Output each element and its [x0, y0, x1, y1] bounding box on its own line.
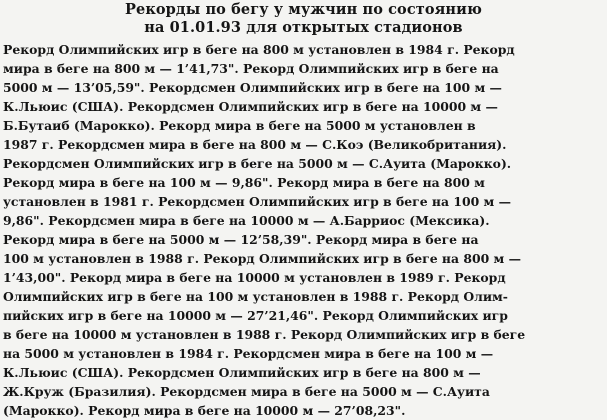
body-line: Рекорд Олимпийских игр в беге на 800 м установлен в 1984 г. Рекорд	[3, 42, 515, 57]
body-line: 100 м установлен в 1988 г. Рекорд Олимпийских игр в беге на 800 м —	[3, 251, 521, 266]
body-line: на 5000 м установлен в 1984 г. Рекордсмен мира в беге на 100 м —	[3, 346, 494, 361]
body-line: Ж.Круж (Бразилия). Рекордсмен мира в беге на 5000 м — С.Ауита	[3, 384, 490, 399]
body-line: К.Льюис (США). Рекордсмен Олимпийских игр в беге на 800 м —	[3, 365, 481, 380]
body-line: Б.Бутаиб (Марокко). Рекорд мира в беге на 5000 м установлен в	[3, 118, 476, 133]
body-line: Рекордсмен Олимпийских игр в беге на 5000 м — С.Ауита (Марокко).	[3, 156, 512, 171]
body-line: установлен в 1981 г. Рекордсмен Олимпийских игр в беге на 100 м —	[3, 194, 511, 209]
document-title-line-2: на 01.01.93 для открытых стадионов	[144, 19, 463, 36]
body-line: Рекорд мира в беге на 5000 м — 12’58,39". Рекорд мира в беге на	[3, 232, 479, 247]
document-title-line-1: Рекорды по бегу у мужчин по состоянию	[125, 1, 482, 18]
body-line: 1’43,00". Рекорд мира в беге на 10000 м установлен в 1989 г. Рекорд	[3, 270, 506, 285]
body-line: пийских игр в беге на 10000 м — 27’21,46". Рекорд Олимпийских игр	[3, 308, 508, 323]
body-line: 9,86". Рекордсмен мира в беге на 10000 м — А.Барриос (Мексика).	[3, 213, 490, 228]
body-line: К.Льюис (США). Рекордсмен Олимпийских игр в беге на 10000 м —	[3, 99, 498, 114]
body-line: 1987 г. Рекордсмен мира в беге на 800 м — С.Коэ (Великобритания).	[3, 137, 507, 152]
body-line: Рекорд мира в беге на 100 м — 9,86". Рекорд мира в беге на 800 м	[3, 175, 485, 190]
body-line: в беге на 10000 м установлен в 1988 г. Рекорд Олимпийских игр в беге	[3, 327, 526, 342]
body-line: 5000 м — 13’05,59". Рекордсмен Олимпийских игр в беге на 100 м —	[3, 80, 502, 95]
body-line: мира в беге на 800 м — 1’41,73". Рекорд Олимпийских игр в беге на	[3, 61, 499, 76]
document-body	[3, 40, 604, 420]
body-line: (Марокко). Рекорд мира в беге на 10000 м — 27’08,23".	[3, 403, 406, 418]
body-line: Олимпийских игр в беге на 100 м установлен в 1988 г. Рекорд Олим-	[3, 289, 508, 304]
